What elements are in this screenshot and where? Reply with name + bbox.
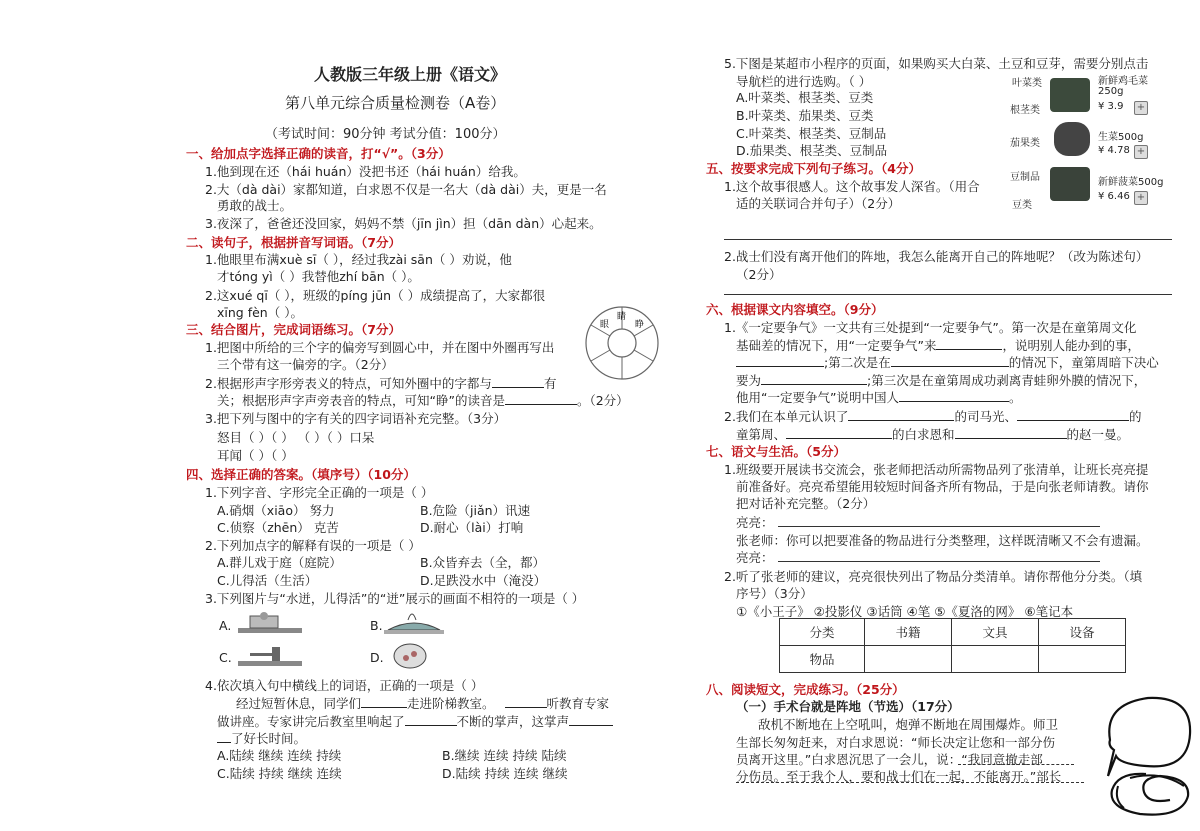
section-8-heading: 八、阅读短文，完成练习。（25分） [706,682,905,697]
s6-line3 [736,353,1159,371]
s6-line6 [724,407,1141,425]
q3-option-c-label: C. [219,650,232,665]
s4-q4-line3 [217,729,306,747]
s7-line7: 2.听了张老师的建议，亮亮很快列出了物品分类清单。请你帮他分分类。（填 [724,569,1143,584]
s4-q1-d: D.耐心（lài）打响 [420,520,524,535]
s7-line8: 序号）（3分） [736,586,813,601]
q5-option-d: D.茄果类、根茎类、豆制品 [736,143,888,158]
q4-line3-text: 了好长时间。 [231,731,307,746]
section-3-heading: 三、结合图片，完成词语练习。（7分） [186,322,401,337]
q4-line1-part1: 经过短暂休息，同学们 [236,696,362,711]
section-2-heading: 二、读句子，根据拼音写词语。（7分） [186,235,401,250]
nav-fruit-veg[interactable]: 茄果类 [1010,138,1040,149]
section-6-heading: 六、根据课文内容填空。（9分） [706,302,884,317]
s4-q4: 4.依次填入句中横线上的词语，正确的一项是（ ） [205,678,484,693]
q3-option-d-label: D. [370,650,384,665]
product-image-2 [1054,122,1090,156]
s3-line3-text: 2.根据形声字形旁表义的特点，可知外圈中的字都与 [205,376,492,391]
nav-root[interactable]: 根茎类 [1010,105,1040,116]
q4-line1-part3: 听教育专家 [546,696,610,711]
q4-line2-part2: 不断的掌声，这掌声 [456,714,570,729]
s6-line7 [736,425,1129,443]
exam-subtitle: 第八单元综合质量检测卷（A卷） [285,94,506,112]
add-to-cart-button-2[interactable]: + [1134,145,1148,159]
s8-subheading: （一）手术台就是阵地（节选）（17分） [736,699,960,714]
s6-line4-part2: ;第三次是在童第周成功剥离青蛙卵外膜的情况下， [867,373,1147,388]
q5-option-a: A.叶菜类、根茎类、豆类 [736,90,874,105]
q3-option-a-image [236,610,304,636]
section-5-heading: 五、按要求完成下列句子练习。（4分） [706,161,921,176]
s3-line4 [217,391,629,409]
q5-option-b: B.叶菜类、茄果类、豆类 [736,108,874,123]
section-1-heading: 一、给加点字选择正确的读音，打“√”。（3分） [186,146,451,161]
s5-answer-line-2[interactable] [724,294,1172,295]
s4-q4-line2 [217,712,613,730]
s8-line4: 分伤员。至于我个人，要和战士们在一起，不能离开。”部长 [736,769,1062,784]
s7-answer-line-1[interactable] [778,526,1100,527]
s1-line3: 勇敢的战士。 [217,198,293,213]
table-header-cell: 设备 [1039,619,1126,646]
s4-q2-b: B.众皆弃去（全，都） [420,555,546,570]
add-to-cart-button-1[interactable]: + [1134,101,1148,115]
s4-q1: 1.下列字音、字形完全正确的一项是（ ） [205,485,434,500]
q5-line2: 导航栏的进行选购。（ ） [736,74,872,89]
s6-line4 [736,371,1146,389]
product-price-1: ¥ 3.9 [1098,101,1124,112]
s2-line3: 2.这xué qī（ ），班级的píng jūn（ ）成绩提高了，大家都很 [205,288,546,303]
s4-q2-d: D.足跌没水中（淹没） [420,573,547,588]
q5-line1: 5.下图是某超市小程序的页面，如果购买大白菜、土豆和豆芽，需要分别点击 [724,56,1149,71]
s4-q1-b: B.危险（jiǎn）讯速 [420,503,531,518]
product-image-3 [1050,167,1090,201]
s3-line2: 三个带有这一偏旁的字。（2分） [217,357,394,372]
s4-q4-a: A.陆续 继续 连续 持续 [217,748,342,763]
s6-line3-part1: ;第二次是在 [824,355,891,370]
s1-line1: 1.他到现在还（hái huán）没把书还（hái huán）给我。 [205,164,526,179]
s4-q3: 3.下列图片与“水迸，儿得活”的“迸”展示的画面不相符的一项是（ ） [205,591,585,606]
s3-line7: 耳闻（ ）（ ） [217,448,294,463]
product-weight-1: 250g [1098,86,1124,97]
q5-option-c: C.叶菜类、根茎类、豆制品 [736,126,887,141]
s3-line3 [205,374,556,392]
s3-line4-text: 关；根据形声字声旁表音的特点，可知“睁”的读音是 [217,393,505,408]
section-7-heading: 七、语文与生活。（5分） [706,444,846,459]
table-answer-cell[interactable] [1039,646,1126,673]
nav-bean-products[interactable]: 豆制品 [1010,172,1040,183]
section-4-heading: 四、选择正确的答案。（填序号）（10分） [186,467,416,482]
q3-option-d-image [386,640,436,670]
s6-line5-part2: 。 [1008,390,1022,405]
s1-line4: 3.夜深了，爸爸还没回家，妈妈不禁（jīn jìn）担（dān dàn）心起来。 [205,216,602,231]
q3-option-c-image [236,643,304,669]
table-header-cell: 分类 [780,619,865,646]
s4-q2: 2.下列加点字的解释有误的一项是（ ） [205,538,421,553]
s5-answer-line-1[interactable] [724,239,1172,240]
product-name-2: 生菜500g [1098,132,1144,143]
s8-line2: 生部长匆匆赶来，对白求恩说：“师长决定让您和一部分伤 [736,735,1055,750]
s3-line5: 3.把下列与图中的字有关的四字词语补充完整。（3分） [205,411,507,426]
s6-line5-part1: 他用“一定要争气”说明中国人 [736,390,899,405]
s6-line7-part3: 的赵一曼。 [1066,427,1130,442]
table-cell: 物品 [780,646,865,673]
q4-line1-part2: 走进阶梯教室。 [407,696,495,711]
s3-line6: 怒目（ ）（ ） （ ）（ ）口呆 [217,430,375,445]
s2-line2: 才tóng yì（ ）我替他zhí bān（ ）。 [217,269,420,284]
table-header-cell: 书籍 [865,619,952,646]
wheel-char-2: 睛 [617,312,627,322]
product-name-1: 新鲜鸡毛菜 [1098,76,1148,87]
s8-underline-1 [958,764,1074,765]
s2-line1: 1.他眼里布满xuè sī（ ），经过我zài sān（ ）劝说，他 [205,252,512,267]
s5-line4: （2分） [736,267,782,282]
product-price-3: ¥ 6.46 [1098,191,1130,202]
s4-q4-d: D.陆续 持续 连续 继续 [442,766,568,781]
doodle-decoration [1100,690,1196,830]
product-name-3: 新鲜菠菜500g [1098,177,1164,188]
s6-line1: 1.《一定要争气》一文共有三处提到“一定要争气”。第一次是在童第周文化 [724,320,1137,335]
s6-line5 [736,388,1021,406]
s6-line7-part2: 的白求恩和 [892,427,955,442]
s8-line1: 敌机不断地在上空吼叫，炮弹不断地在周围爆炸。师卫 [758,717,1059,732]
nav-beans[interactable]: 豆类 [1012,200,1032,211]
exam-title: 人教版三年级上册《语文》 [314,65,507,84]
s7-line6: 亮亮： [736,550,774,565]
s2-line4: xīng fèn（ ）。 [217,305,303,320]
table-row [780,619,1126,646]
s3-line1: 1.把图中所给的三个字的偏旁写到圆心中，并在图中外圈再写出 [205,340,555,355]
exam-info: （考试时间：90分钟 考试分值：100分） [265,127,506,142]
s4-q4-c: C.陆续 持续 继续 连续 [217,766,342,781]
s6-line2 [736,336,1140,354]
s6-line6-part2: 的司马光、 [954,409,1017,424]
s7-line5: 张老师：你可以把要准备的物品进行分类整理，这样既清晰又不会有遗漏。 [736,533,1149,548]
s5-line1: 1.这个故事很感人。这个故事发人深省。（用合 [724,179,980,194]
table-row [780,646,1126,673]
wheel-char-3: 睁 [635,320,645,330]
s6-line4-part1: 要为 [736,373,762,388]
s6-line6-part3: 的 [1128,409,1142,424]
s7-line4: 亮亮： [736,515,774,530]
s7-items: ①《小王子》 ②投影仪 ③话筒 ④笔 ⑤《夏洛的网》 ⑥笔记本 [736,604,1074,619]
s3-line4-tail: 。（2分） [576,393,629,408]
s7-answer-line-2[interactable] [778,561,1100,562]
s7-line3: 把对话补充完整。（2分） [736,496,876,511]
radical-wheel-figure [584,305,660,381]
table-header-cell: 文具 [952,619,1039,646]
q3-option-b-label: B. [370,618,383,633]
s4-q2-a: A.群儿戏于庭（庭院） [217,555,342,570]
s7-line2: 前准备好。亮亮希望能用较短时间备齐所有物品，于是向张老师请教。请你 [736,479,1149,494]
s4-q1-a: A.硝烟（xiāo） 努力 [217,503,335,518]
nav-leafy[interactable]: 叶菜类 [1012,78,1042,89]
s3-line3-tail: 有 [543,376,557,391]
s1-line2: 2.大（dà dài）家都知道，白求恩不仅是一名大（dà dài）夫，更是一名 [205,182,607,197]
s6-line7-part1: 童第周、 [736,427,787,442]
q3-option-a-label: A. [219,618,232,633]
q4-line2-part1: 做讲座。专家讲完后教室里响起了 [217,714,405,729]
s8-underline-2 [736,782,1084,783]
s7-line1: 1.班级要开展读书交流会，张老师把活动所需物品列了张清单，让班长亮亮提 [724,462,1149,477]
s4-q4-line1 [236,694,609,712]
s6-line3-part2: 的情况下，童第周暗下决心 [1008,355,1159,370]
add-to-cart-button-3[interactable]: + [1134,191,1148,205]
s4-q2-c: C.儿得活（生活） [217,573,318,588]
s6-line2-part1: 基础差的情况下，用“一定要争气”来 [736,338,937,353]
product-price-2: ¥ 4.78 [1098,145,1130,156]
table-answer-cell[interactable] [865,646,952,673]
product-image-1 [1050,78,1090,112]
wheel-char-1: 眼 [600,320,610,330]
classification-table [779,618,1126,673]
s5-line2: 适的关联词合并句子）（2分） [736,196,901,211]
table-answer-cell[interactable] [952,646,1039,673]
q3-option-b-image [384,608,444,636]
s6-line6-part1: 2.我们在本单元认识了 [724,409,849,424]
s4-q1-c: C.侦察（zhēn） 克苦 [217,520,339,535]
s4-q4-b: B.继续 连续 持续 陆续 [442,748,567,763]
s6-line2-part2: ，说明别人能办到的事， [1002,338,1140,353]
s5-line3: 2.战士们没有离开他们的阵地，我怎么能离开自己的阵地呢？（改为陈述句） [724,249,1149,264]
s8-line3: 员离开这里。”白求恩沉思了一会儿，说：“我同意撤走部 [736,752,1043,767]
